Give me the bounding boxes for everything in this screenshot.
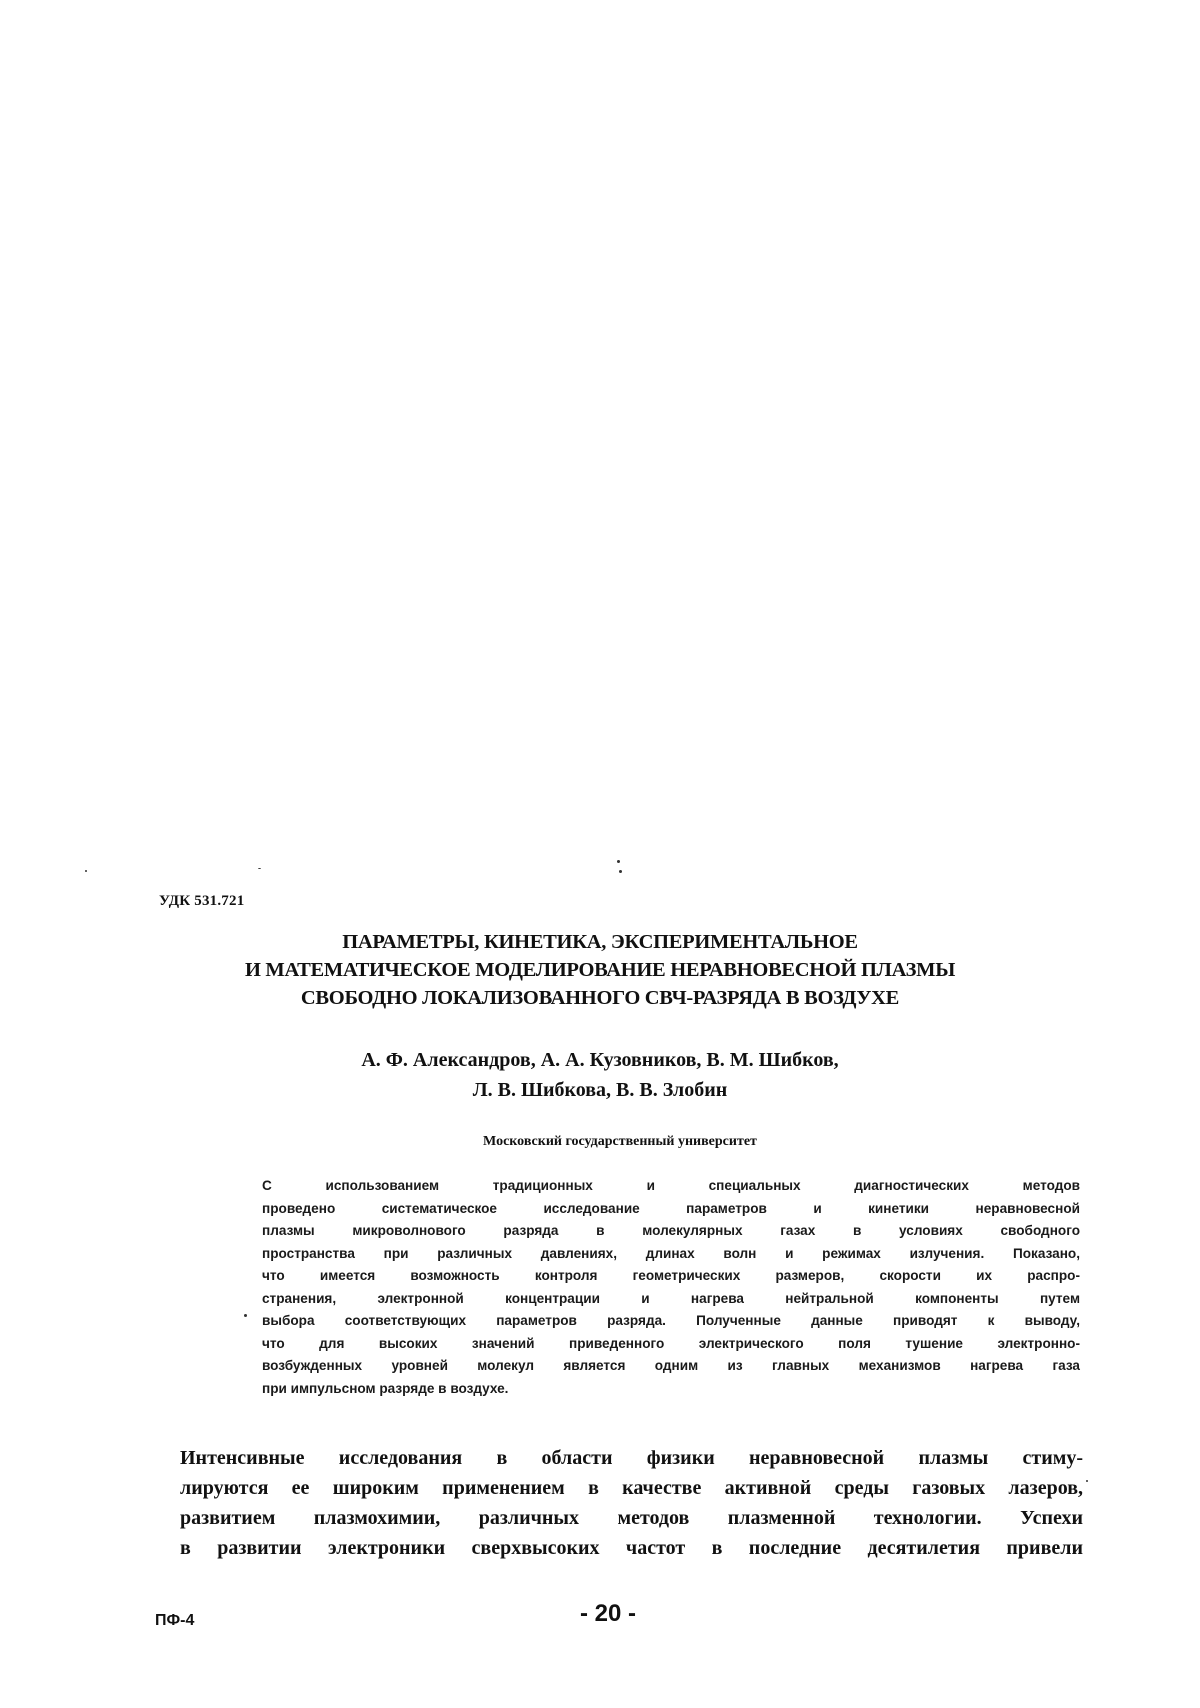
abstract-line: выбора соответствующих параметров разряда. Полученные данные приводят к выводу,: [262, 1313, 1080, 1328]
body-paragraph: [180, 1443, 1083, 1563]
udk-code: УДК 531.721: [159, 893, 245, 909]
scan-speck: [244, 1314, 247, 1317]
scan-speck: [85, 870, 87, 872]
abstract: [262, 1175, 1080, 1400]
authors-line: А. Ф. Александров, А. А. Кузовников, В. М. Шибков,: [361, 1049, 839, 1071]
abstract-line: возбужденных уровней молекул является одним из главных механизмов нагрева газа: [262, 1358, 1080, 1373]
abstract-line: при импульсном разряде в воздухе.: [262, 1380, 509, 1396]
page-number: - 20 -: [580, 1600, 637, 1627]
affiliation: Московский государственный университет: [483, 1134, 757, 1149]
footer-label: ПФ-4: [155, 1612, 195, 1629]
authors: [150, 1045, 1050, 1105]
scan-speck: [617, 860, 620, 863]
title-line: И МАТЕМАТИЧЕСКОЕ МОДЕЛИРОВАНИЕ НЕРАВНОВЕСНОЙ ПЛАЗМЫ: [244, 959, 956, 981]
body-line: Интенсивные исследования в области физики неравновесной плазмы стиму-: [180, 1447, 1083, 1469]
body-line: развитием плазмохимии, различных методов плазменной технологии. Успехи: [180, 1507, 1083, 1529]
abstract-line: что имеется возможность контроля геометрических размеров, скорости их распро-: [262, 1268, 1080, 1283]
scan-speck: [1086, 1480, 1088, 1482]
abstract-line: что для высоких значений приведенного электрического поля тушение электронно-: [262, 1335, 1080, 1351]
article-title: [150, 928, 1050, 1012]
scan-speck: [619, 870, 622, 873]
scan-speck: [258, 868, 261, 869]
abstract-line: странения, электронной концентрации и нагрева нейтральной компоненты путем: [262, 1290, 1080, 1306]
title-line: ПАРАМЕТРЫ, КИНЕТИКА, ЭКСПЕРИМЕНТАЛЬНОЕ: [342, 931, 858, 953]
title-line: СВОБОДНО ЛОКАЛИЗОВАННОГО СВЧ-РАЗРЯДА В ВОЗДУХЕ: [300, 987, 900, 1009]
abstract-line: проведено систематическое исследование параметров и кинетики неравновесной: [262, 1200, 1080, 1216]
abstract-line: плазмы микроволнового разряда в молекулярных газах в условиях свободного: [262, 1223, 1080, 1238]
authors-line: Л. В. Шибкова, В. В. Злобин: [472, 1079, 728, 1101]
body-line: лируются ее широким применением в качестве активной среды газовых лазеров,: [180, 1477, 1083, 1499]
body-line: в развитии электроники сверхвысоких частот в последние десятилетия привели: [180, 1537, 1083, 1559]
abstract-line: пространства при различных давлениях, длинах волн и режимах излучения. Показано,: [262, 1245, 1080, 1261]
abstract-line: С использованием традиционных и специальных диагностических методов: [262, 1178, 1080, 1193]
